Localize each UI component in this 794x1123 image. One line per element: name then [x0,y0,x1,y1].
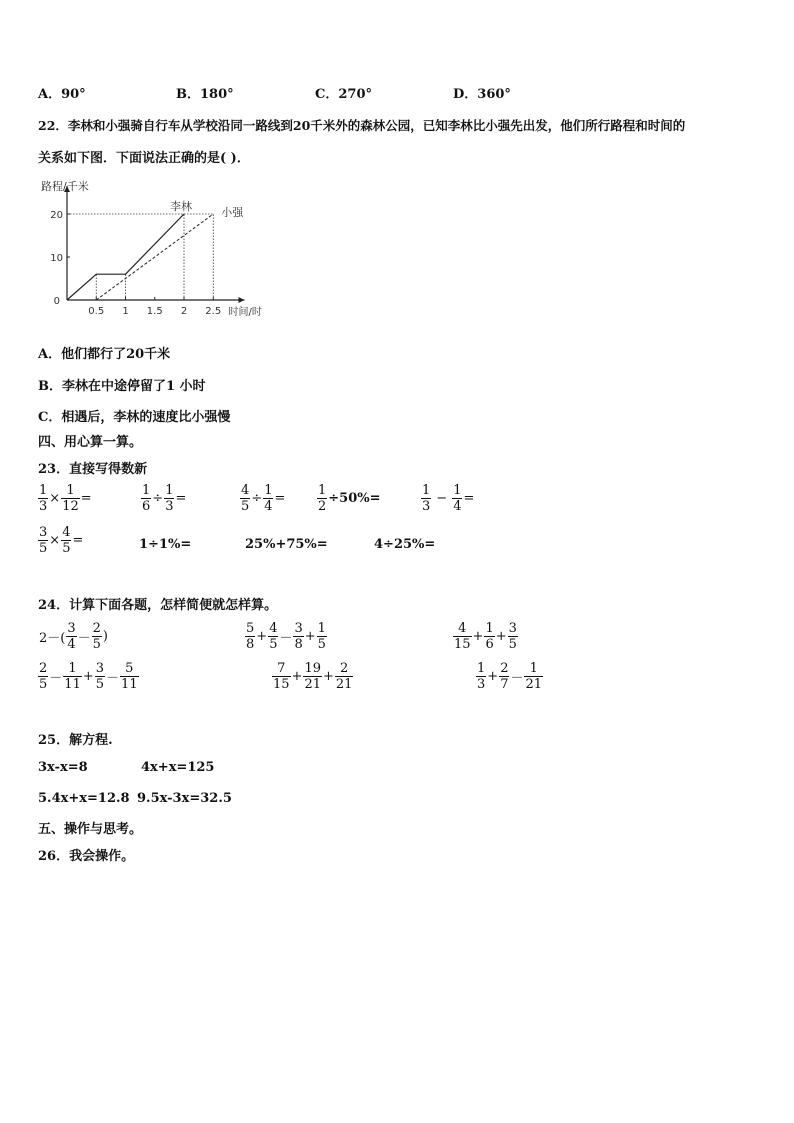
fraction: $\frac{4}{5}$ [241,483,250,514]
fraction: $\frac{2}{5}$ [39,661,48,692]
q26-title: 26．我会操作。 [38,849,135,864]
x-tick-label: 0.5 [88,306,105,317]
fraction: $\frac{1}{6}$ [485,621,494,652]
fraction: $\frac{1}{3}$ [422,483,431,514]
q24-item-4: $\frac{2}{5}$ － $\frac{1}{11}$ + $\frac{3}{5}$ － $\frac{5}{11}$ [39,661,138,692]
x-axis-arrow [239,297,245,303]
fraction: $\frac{3}{5}$ [39,525,48,556]
q22-line2: 关系如下图．下面说法正确的是( )． [38,151,250,166]
q25-title: 25．解方程. [38,733,113,748]
q23-item-2: $\frac{1}{6}$ ÷ $\frac{1}{3}$ = [142,483,187,514]
q24-item-1: 2－( $\frac{3}{4}$ － $\frac{2}{5}$ ) [39,621,108,652]
x-tick-label: 2.5 [205,306,222,317]
fraction: $\frac{2}{5}$ [92,621,101,652]
q25-eq-1: 3x-x=8 [38,760,88,775]
fraction: $\frac{1}{11}$ [64,661,81,692]
fraction: $\frac{4}{15}$ [454,621,471,652]
origin-label: 0 [53,296,60,307]
series-label: 李林 [170,200,192,213]
q23-item-7: 1÷1%= [139,537,192,552]
fraction: $\frac{1}{2}$ [318,483,327,514]
q22-line1: 22．李林和小强骑自行车从学校沿同一路线到20千米外的森林公园，已知李林比小强先出发，他们所行路程和时间的 [38,118,686,133]
x-axis-label: 时间/时 [228,307,262,318]
x-tick-label: 2 [180,306,188,317]
q23-item-4: $\frac{1}{2}$ ÷50%= [318,483,381,514]
q22-option-a: A．他们都行了20千米 [38,347,171,362]
fraction: $\frac{2}{21}$ [335,661,353,692]
fraction: $\frac{4}{5}$ [269,621,278,652]
q24-item-5: $\frac{7}{15}$ + $\frac{19}{21}$ + $\frac{2}{21}$ [273,661,353,692]
y-tick-label: 10 [50,253,63,264]
section-4-title: 四、用心算一算。 [38,435,143,450]
fraction: $\frac{7}{15}$ [273,661,290,692]
fraction: $\frac{3}{5}$ [95,661,105,692]
fraction: $\frac{1}{6}$ [142,483,151,514]
q22-option-c: C．相遇后，李林的速度比小强慢 [38,410,231,425]
fraction: $\frac{4}{5}$ [62,525,71,556]
fraction: $\frac{1}{21}$ [525,661,543,692]
q21-option-c: C．270° [315,87,372,102]
section-5-title: 五、操作与思考。 [38,822,143,837]
q23-item-8: 25%+75%= [245,537,328,552]
series-line [96,214,213,300]
fraction: $\frac{19}{21}$ [304,661,321,692]
distance-time-chart [36,176,286,322]
q23-item-5: $\frac{1}{3}$ − $\frac{1}{4}$ = [422,483,475,514]
fraction: $\frac{1}{5}$ [317,621,326,652]
fraction: $\frac{2}{7}$ [500,661,509,692]
q23-item-9: 4÷25%= [374,537,436,552]
fraction: $\frac{1}{3}$ [39,483,48,514]
fraction: $\frac{1}{4}$ [453,483,462,514]
q23-item-6: $\frac{3}{5}$ × $\frac{4}{5}$ = [39,525,84,556]
fraction: $\frac{1}{4}$ [264,483,273,514]
q24-item-6: $\frac{1}{3}$ + $\frac{2}{7}$ － $\frac{1}{21}$ [477,661,543,692]
q21-option-d: D．360° [453,87,511,102]
q24-item-2: $\frac{5}{8}$ + $\frac{4}{5}$ － $\frac{3}{8}$ + $\frac{1}{5}$ [246,621,326,652]
q25-eq-2: 4x+x=125 [141,760,215,775]
y-tick-label: 20 [50,210,63,221]
q23-item-3: $\frac{4}{5}$ ÷ $\frac{1}{4}$ = [241,483,286,514]
q23-item-1: $\frac{1}{3}$ × $\frac{1}{12}$ = [39,483,92,514]
q22-option-b: B．李林在中途停留了1 小时 [38,379,206,394]
fraction: $\frac{3}{5}$ [508,621,517,652]
fraction: $\frac{5}{11}$ [121,661,138,692]
q23-title: 23．直接写得数新 [38,462,148,477]
series-label: 小强 [221,206,244,219]
fraction: $\frac{3}{4}$ [67,621,76,652]
fraction: $\frac{1}{3}$ [165,483,174,514]
q25-eq-4: 9.5x-3x=32.5 [137,791,232,806]
fraction: $\frac{1}{12}$ [62,483,79,514]
fraction: $\frac{3}{8}$ [294,621,303,652]
x-tick-label: 1.5 [146,306,163,317]
q24-item-3: $\frac{4}{15}$ + $\frac{1}{6}$ + $\frac{3}{5}$ [454,621,517,652]
y-axis-label: 路程/千米 [41,180,89,193]
q21-option-a: A．90° [38,87,86,102]
q25-eq-3: 5.4x+x=12.8 [38,791,130,806]
q24-title: 24．计算下面各题，怎样简便就怎样算。 [38,598,278,613]
fraction: $\frac{5}{8}$ [246,621,255,652]
q21-option-b: B．180° [176,87,234,102]
fraction: $\frac{1}{3}$ [477,661,486,692]
x-tick-label: 1 [122,306,129,317]
